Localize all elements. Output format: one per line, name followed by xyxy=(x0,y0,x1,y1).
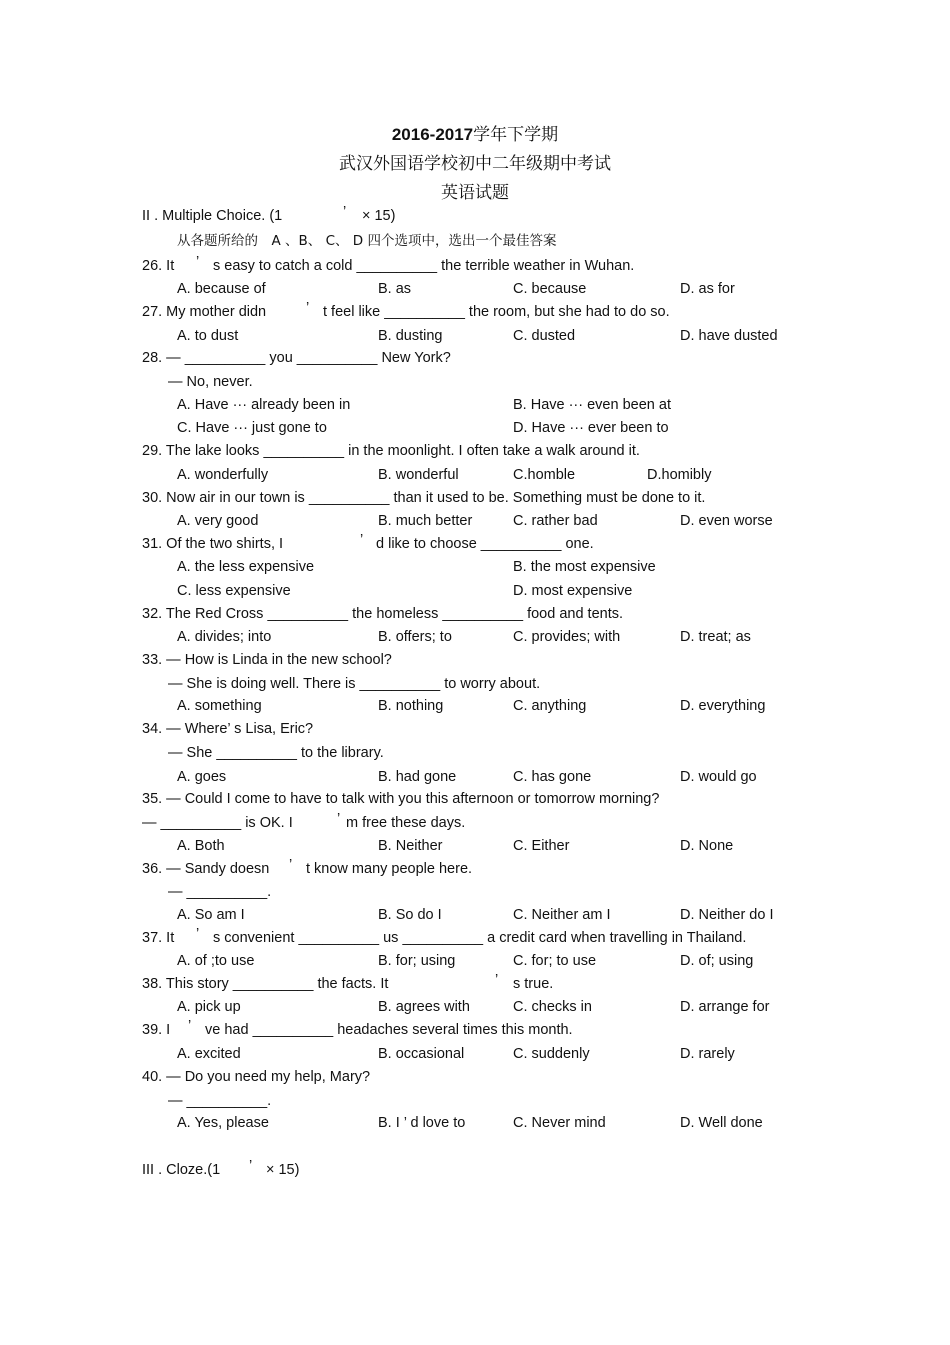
q28-option-b: B. Have ··· even been at xyxy=(513,397,671,413)
q31-stem-rest: d like to choose __________ one. xyxy=(376,536,594,552)
q36-option-d: D. Neither do I xyxy=(680,907,774,923)
q31-option-c: C. less expensive xyxy=(177,583,291,599)
q30-stem: 30. Now air in our town is __________ than it used to be. Something must be done to it. xyxy=(142,490,706,506)
section2-title: II . Multiple Choice. (1 xyxy=(142,208,283,224)
section3-title-end: × 15) xyxy=(266,1162,300,1178)
q33-option-d: D. everything xyxy=(680,698,766,714)
q29-stem: 29. The lake looks __________ in the moonlight. I often take a walk around it. xyxy=(142,443,640,459)
q33-option-b: B. nothing xyxy=(378,698,444,714)
q35-option-c: C. Either xyxy=(513,838,570,854)
q34-stem: 34. — Where’ s Lisa, Eric? xyxy=(142,721,314,737)
q36-stem: 36. — Sandy doesn xyxy=(142,861,270,877)
q36-option-c: C. Neither am I xyxy=(513,907,611,923)
q26-option-b: B. as xyxy=(378,281,412,297)
q34-option-b: B. had gone xyxy=(378,769,457,785)
q27-option-a: A. to dust xyxy=(177,328,239,344)
q31-stem: 31. Of the two shirts, I xyxy=(142,536,284,552)
q27-stem: 27. My mother didn xyxy=(142,304,267,320)
q33-option-c: C. anything xyxy=(513,698,587,714)
q37-option-a: A. of ;to use xyxy=(177,953,255,969)
q36-stem-rest: t know many people here. xyxy=(306,861,473,877)
section2-instruction: 从各题所给的 A 、B、 C、 D 四个选项中，选出一个最佳答案 xyxy=(177,233,557,249)
q31-option-a: A. the less expensive xyxy=(177,559,315,575)
q39-stem: 39. I xyxy=(142,1022,171,1038)
q37-apostrophe: ’ xyxy=(196,926,200,942)
q38-option-b: B. agrees with xyxy=(378,999,470,1015)
q30-option-c: C. rather bad xyxy=(513,513,598,529)
q34-option-d: D. would go xyxy=(680,769,757,785)
q31-option-d: D. most expensive xyxy=(513,583,633,599)
q32-stem: 32. The Red Cross __________ the homeless __________ food and tents. xyxy=(142,606,624,622)
exam-year-term xyxy=(0,120,950,145)
q40-option-b: B. I ’ d love to xyxy=(378,1115,466,1131)
q40-option-a: A. Yes, please xyxy=(177,1115,269,1131)
q36-apostrophe: ’ xyxy=(289,857,293,873)
q29-option-b: B. wonderful xyxy=(378,467,459,483)
q39-apostrophe: ’ xyxy=(188,1018,192,1034)
q28-option-a: A. Have ··· already been in xyxy=(177,397,351,413)
section2-title-mark: ’ xyxy=(343,204,347,220)
q40-reply: — __________. xyxy=(168,1093,272,1109)
q38-option-c: C. checks in xyxy=(513,999,592,1015)
q28-reply: — No, never. xyxy=(168,374,253,390)
q33-reply: — She is doing well. There is __________ to worry about. xyxy=(168,676,541,692)
q38-apostrophe: ’ xyxy=(495,972,499,988)
q26-apostrophe: ’ xyxy=(196,254,200,270)
q39-option-d: D. rarely xyxy=(680,1046,735,1062)
q27-option-b: B. dusting xyxy=(378,328,443,344)
q35-option-a: A. Both xyxy=(177,838,225,854)
q35-reply: — __________ is OK. I xyxy=(142,815,293,831)
q38-stem: 38. This story __________ the facts. It xyxy=(142,976,389,992)
q35-reply-rest: m free these days. xyxy=(346,815,466,831)
q39-stem-rest: ve had __________ headaches several times this month. xyxy=(205,1022,573,1038)
q30-option-d: D. even worse xyxy=(680,513,773,529)
q28-stem: 28. — __________ you __________ New York? xyxy=(142,350,451,366)
term: 学年下学期 xyxy=(473,125,559,145)
q28-option-c: C. Have ··· just gone to xyxy=(177,420,327,436)
q29-option-a: A. wonderfully xyxy=(177,467,269,483)
q37-stem-rest: s convenient __________ us __________ a credit card when travelling in Thailand. xyxy=(213,930,747,946)
q34-option-a: A. goes xyxy=(177,769,227,785)
section2-title-end: × 15) xyxy=(362,208,396,224)
q35-option-b: B. Neither xyxy=(378,838,443,854)
q40-option-c: C. Never mind xyxy=(513,1115,606,1131)
section3-title: III . Cloze.(1 xyxy=(142,1162,221,1178)
q26-stem: 26. It xyxy=(142,258,175,274)
q26-stem-rest: s easy to catch a cold __________ the terrible weather in Wuhan. xyxy=(213,258,635,274)
q27-option-c: C. dusted xyxy=(513,328,576,344)
section3-title-mark: ’ xyxy=(249,1158,253,1174)
q29-option-c: C.homble xyxy=(513,467,576,483)
q38-option-d: D. arrange for xyxy=(680,999,770,1015)
q27-option-d: D. have dusted xyxy=(680,328,778,344)
q36-option-a: A. So am I xyxy=(177,907,245,923)
q32-option-a: A. divides; into xyxy=(177,629,272,645)
q29-option-d: D.homibly xyxy=(647,467,712,483)
q39-option-a: A. excited xyxy=(177,1046,241,1062)
exam-school-title: 武汉外国语学校初中二年级期中考试 xyxy=(339,154,611,174)
q30-option-a: A. very good xyxy=(177,513,259,529)
q37-option-b: B. for; using xyxy=(378,953,456,969)
q37-option-d: D. of; using xyxy=(680,953,754,969)
year: 2016-2017 xyxy=(391,125,474,144)
q31-apostrophe: ’ xyxy=(360,532,364,548)
q38-option-a: A. pick up xyxy=(177,999,241,1015)
q35-stem: 35. — Could I come to have to talk with you this afternoon or tomorrow morning? xyxy=(142,791,660,807)
q34-reply: — She __________ to the library. xyxy=(168,745,384,761)
q30-option-b: B. much better xyxy=(378,513,473,529)
q31-option-b: B. the most expensive xyxy=(513,559,656,575)
q39-option-b: B. occasional xyxy=(378,1046,465,1062)
q39-option-c: C. suddenly xyxy=(513,1046,590,1062)
q37-stem: 37. It xyxy=(142,930,175,946)
q38-stem-rest: s true. xyxy=(513,976,554,992)
q28-option-d: D. Have ··· ever been to xyxy=(513,420,669,436)
q27-apostrophe: ’ xyxy=(306,300,310,316)
q27-stem-rest: t feel like __________ the room, but she had to do so. xyxy=(323,304,670,320)
q32-option-b: B. offers; to xyxy=(378,629,452,645)
q32-option-c: C. provides; with xyxy=(513,629,621,645)
q26-option-a: A. because of xyxy=(177,281,266,297)
q36-option-b: B. So do I xyxy=(378,907,442,923)
q26-option-d: D. as for xyxy=(680,281,735,297)
q33-stem: 33. — How is Linda in the new school? xyxy=(142,652,392,668)
q40-option-d: D. Well done xyxy=(680,1115,763,1131)
exam-subject-title: 英语试题 xyxy=(441,183,509,203)
q32-option-d: D. treat; as xyxy=(680,629,751,645)
q34-option-c: C. has gone xyxy=(513,769,592,785)
q40-stem: 40. — Do you need my help, Mary? xyxy=(142,1069,371,1085)
q35-apostrophe: ’ xyxy=(337,811,341,827)
q36-reply: — __________. xyxy=(168,884,272,900)
q35-option-d: D. None xyxy=(680,838,734,854)
q26-option-c: C. because xyxy=(513,281,587,297)
q37-option-c: C. for; to use xyxy=(513,953,597,969)
q33-option-a: A. something xyxy=(177,698,262,714)
